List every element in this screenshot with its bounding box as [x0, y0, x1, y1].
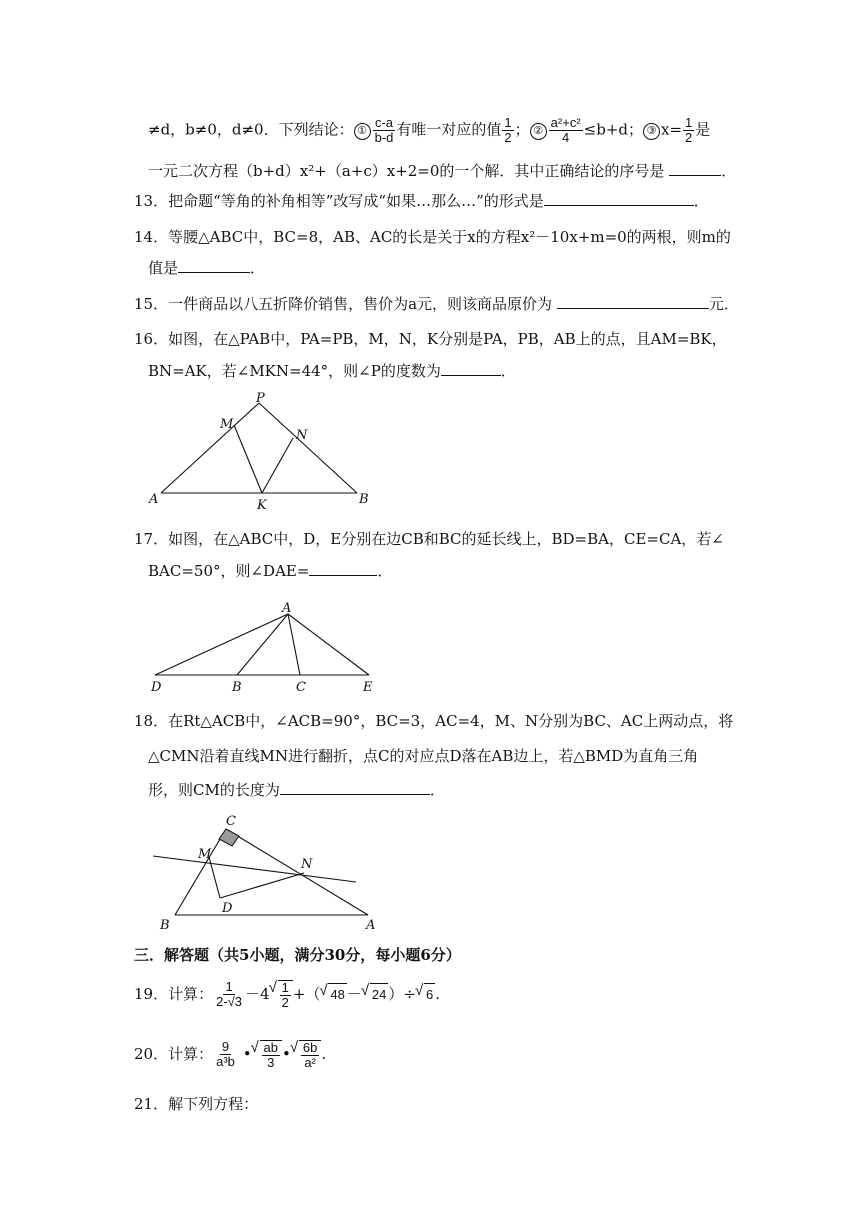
fraction-squares-over-4: $\frac{\text{a²+c²}}{4}$ — [550, 115, 581, 145]
sqrt-24: √ 24 — [370, 983, 388, 1006]
circled-one: ① — [354, 123, 371, 140]
sqrt-6: √ 6 — [424, 983, 435, 1006]
fraction-c-a-over-b-d: $\frac{c-a}{b-d}$ — [374, 115, 394, 145]
question-17-line2: BAC=50°，则∠DAE= ． — [148, 562, 393, 580]
question-16: 16．如图，在△PAB中，PA=PB，M，N，K分别是PA，PB，AB上的点，且AM=BK， — [134, 330, 727, 348]
section-3-heading: 三．解答题（共5小题，满分30分，每小题6分） — [134, 946, 461, 964]
label-b: B — [232, 680, 242, 695]
sqrt-48: √ 48 — [328, 983, 346, 1006]
label-p: P — [256, 391, 265, 406]
circled-three: ③ — [643, 123, 660, 140]
fraction-half: $\frac{1}{2}$ — [504, 115, 512, 145]
question-15: 15．一件商品以八五折降价销售，售价为a元，则该商品原价为 元． — [134, 295, 739, 313]
question-19: 19．计算： $\frac{1}{2-√3}$ －4 √ $\frac{1}{2}$ +（√ 48 －√ 24 ）÷√ 6 . — [134, 980, 440, 1010]
label-b: B — [160, 918, 170, 933]
q12-line1: ≠d，b≠0，d≠0．下列结论： ① $\frac{c-a}{b-d}$ 有唯一对应的值 $\frac{1}{2}$ ； ② $\frac{\text{a²+c²}}{4}$ ≤b+d； ③ x= $\frac{1}{2}$ 是 — [148, 115, 711, 145]
question-14-line2: 值是 ． — [148, 259, 266, 277]
circled-two: ② — [530, 123, 547, 140]
label-a: A — [366, 918, 376, 933]
label-d: D — [222, 901, 233, 916]
label-m: M — [220, 417, 234, 432]
fraction-half-2: $\frac{1}{2}$ — [685, 115, 693, 145]
question-13: 13．把命题“等角的补角相等”改写成“如果…那么…”的形式是 ． — [134, 192, 709, 210]
sqrt-half: √ $\frac{1}{2}$ — [278, 980, 293, 1010]
sqrt-ab-over-3: √ $\frac{ab}{3}$ — [260, 1040, 282, 1070]
q12-line2: 一元二次方程（b+d）x²+（a+c）x+2=0的一个解．其中正确结论的序号是 ． — [148, 162, 737, 180]
label-c: C — [226, 814, 236, 829]
fraction-1-over-2-minus-root3: $\frac{1}{2-√3}$ — [216, 979, 243, 1010]
question-14: 14．等腰△ABC中，BC=8，AB、AC的长是关于x的方程x²－10x+m=0的两根，则m的 — [134, 228, 731, 246]
label-c: C — [296, 680, 306, 695]
question-16-line2: BN=AK，若∠MKN=44°，则∠P的度数为 ． — [148, 362, 516, 380]
label-a: A — [282, 601, 292, 616]
sqrt-6b-over-a2: √ $\frac{6b}{\text{a²}}$ — [299, 1040, 321, 1070]
label-m: M — [198, 847, 212, 862]
question-21: 21．解下列方程： — [134, 1095, 259, 1113]
question-18-line2: △CMN沿着直线MN进行翻折，点C的对应点D落在AB边上，若△BMD为直角三角 — [148, 747, 699, 765]
label-n: N — [296, 428, 308, 443]
question-18-line3: 形，则CM的长度为 ． — [148, 781, 445, 799]
fraction-9-over-a3b: $\frac{9}{\text{a³b}}$ — [216, 1039, 235, 1070]
label-n: N — [301, 857, 313, 872]
label-b: B — [359, 492, 369, 507]
question-20: 20．计算： $\frac{9}{\text{a³b}}$ • √ $\frac{ab}{3}$ • √ $\frac{6b}{\text{a²}}$ . — [134, 1040, 326, 1070]
question-17: 17．如图，在△ABC中，D，E分别在边CB和BC的延长线上，BD=BA，CE=CA，若∠ — [134, 530, 724, 548]
label-a: A — [149, 492, 159, 507]
label-e: E — [363, 680, 373, 695]
label-k: K — [257, 498, 267, 513]
question-18: 18．在Rt△ACB中，∠ACB=90°，BC=3，AC=4，M、N分别为BC、AC上两动点，将 — [134, 712, 734, 730]
label-d: D — [151, 680, 162, 695]
